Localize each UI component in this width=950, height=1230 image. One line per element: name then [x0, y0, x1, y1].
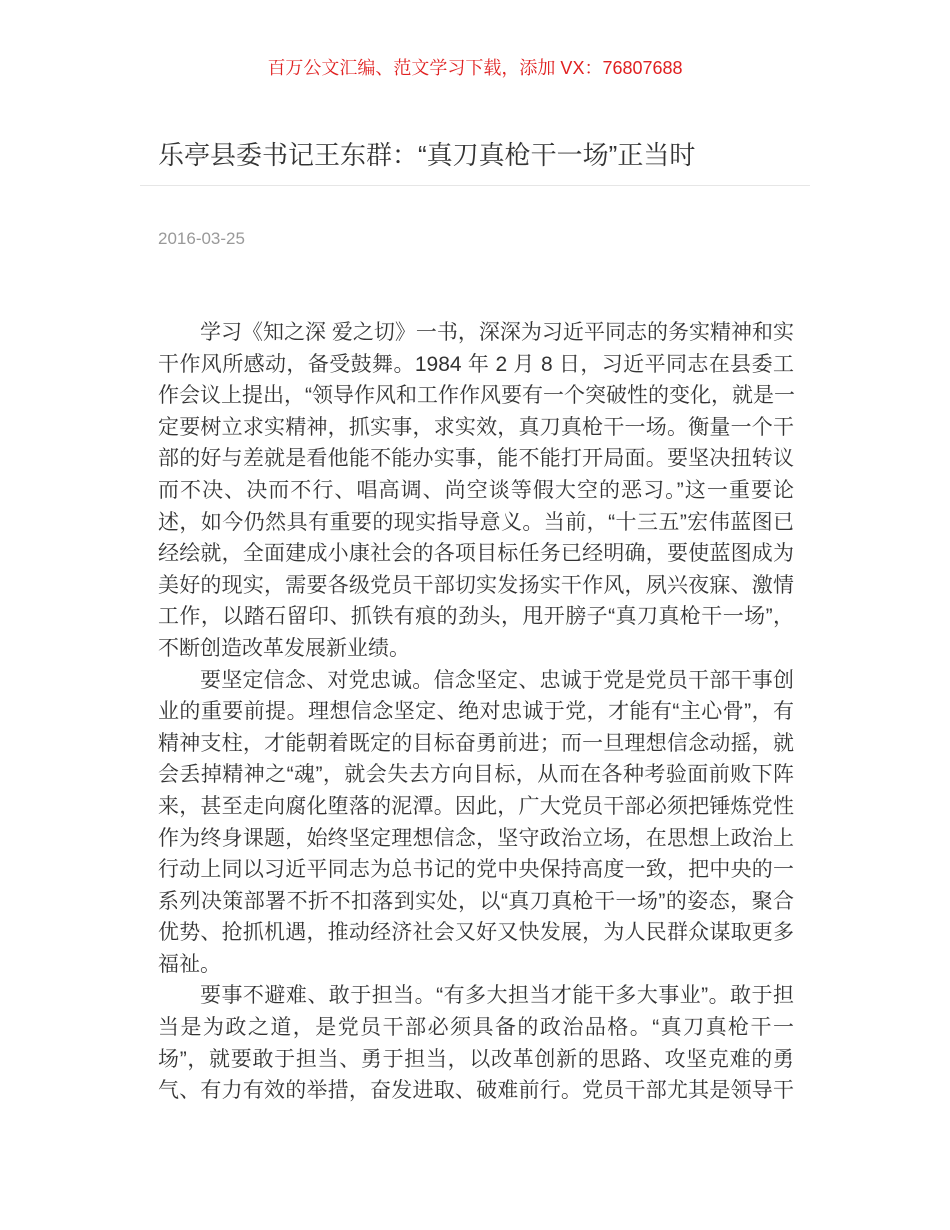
article-title: 乐亭县委书记王东群：“真刀真枪干一场”正当时	[158, 140, 696, 170]
paragraph-line: 定要树立求实精神，抓实事，求实效，真刀真枪干一场。衡量一个干	[158, 415, 794, 439]
paragraph-line: 作为终身课题，始终坚定理想信念，坚守政治立场，在思想上政治上	[158, 826, 794, 850]
title-divider	[140, 185, 810, 186]
paragraph-line: 学习《知之深 爱之切》一书，深深为习近平同志的务实精神和实	[200, 321, 794, 344]
article-body	[158, 317, 794, 1107]
paragraph-line: 美好的现实，需要各级党员干部切实发扬实干作风，夙兴夜寐、激情	[158, 573, 794, 597]
paragraph-line: 场”，就要敢于担当、勇于担当，以改革创新的思路、攻坚克难的勇	[158, 1047, 794, 1071]
paragraph-line: 而不决、决而不行、唱高调、尚空谈等假大空的恶习。”这一重要论	[158, 478, 794, 502]
paragraph-line: 干作风所感动，备受鼓舞。1984 年 2 月 8 日，习近平同志在县委工	[158, 352, 794, 376]
paragraph-line: 行动上同以习近平同志为总书记的党中央保持高度一致，把中央的一	[158, 858, 794, 882]
paragraph-line: 要坚定信念、对党忠诚。信念坚定、忠诚于党是党员干部干事创	[200, 668, 794, 692]
paragraph-line: 来，甚至走向腐化堕落的泥潭。因此，广大党员干部必须把锤炼党性	[158, 794, 794, 818]
paragraph-line: 作会议上提出，“领导作风和工作作风要有一个突破性的变化，就是一	[158, 384, 795, 408]
paragraph-line: 业的重要前提。理想信念坚定、绝对忠诚于党，才能有“主心骨”，有	[158, 700, 794, 724]
paragraph	[158, 980, 794, 1106]
paragraph-line: 精神支柱，才能朝着既定的目标奋勇前进；而一旦理想信念动摇，就	[158, 731, 794, 755]
paragraph	[158, 317, 794, 665]
paragraph-line: 优势、抢抓机遇，推动经济社会又好又快发展，为人民群众谋取更多	[158, 921, 794, 945]
paragraph-line: 工作，以踏石留印、抓铁有痕的劲头，甩开膀子“真刀真枪干一场”，	[158, 605, 794, 629]
paragraph-line: 气、有力有效的举措，奋发进取、破难前行。党员干部尤其是领导干	[158, 1079, 794, 1103]
download-banner: 百万公文汇编、范文学习下载，添加 VX：76807688	[267, 58, 683, 78]
publish-date: 2016-03-25	[158, 229, 245, 248]
paragraph-line: 会丢掉精神之“魂”，就会失去方向目标，从而在各种考验面前败下阵	[158, 763, 794, 787]
paragraph-line: 要事不避难、敢于担当。“有多大担当才能干多大事业”。敢于担	[200, 984, 794, 1008]
paragraph-line: 部的好与差就是看他能不能办实事，能不能打开局面。要坚决扭转议	[158, 447, 794, 471]
paragraph-line: 当是为政之道，是党员干部必须具备的政治品格。“真刀真枪干一	[158, 1016, 794, 1040]
paragraph-line: 不断创造改革发展新业绩。	[158, 636, 410, 660]
paragraph-line: 经绘就，全面建成小康社会的各项目标任务已经明确，要使蓝图成为	[158, 542, 794, 566]
paragraph	[158, 665, 794, 981]
paragraph-line: 系列决策部署不折不扣落到实处，以“真刀真枪干一场”的姿态，聚合	[158, 889, 794, 913]
paragraph-line: 述，如今仍然具有重要的现实指导意义。当前，“十三五”宏伟蓝图已	[158, 510, 794, 534]
paragraph-line: 福祉。	[158, 952, 221, 976]
